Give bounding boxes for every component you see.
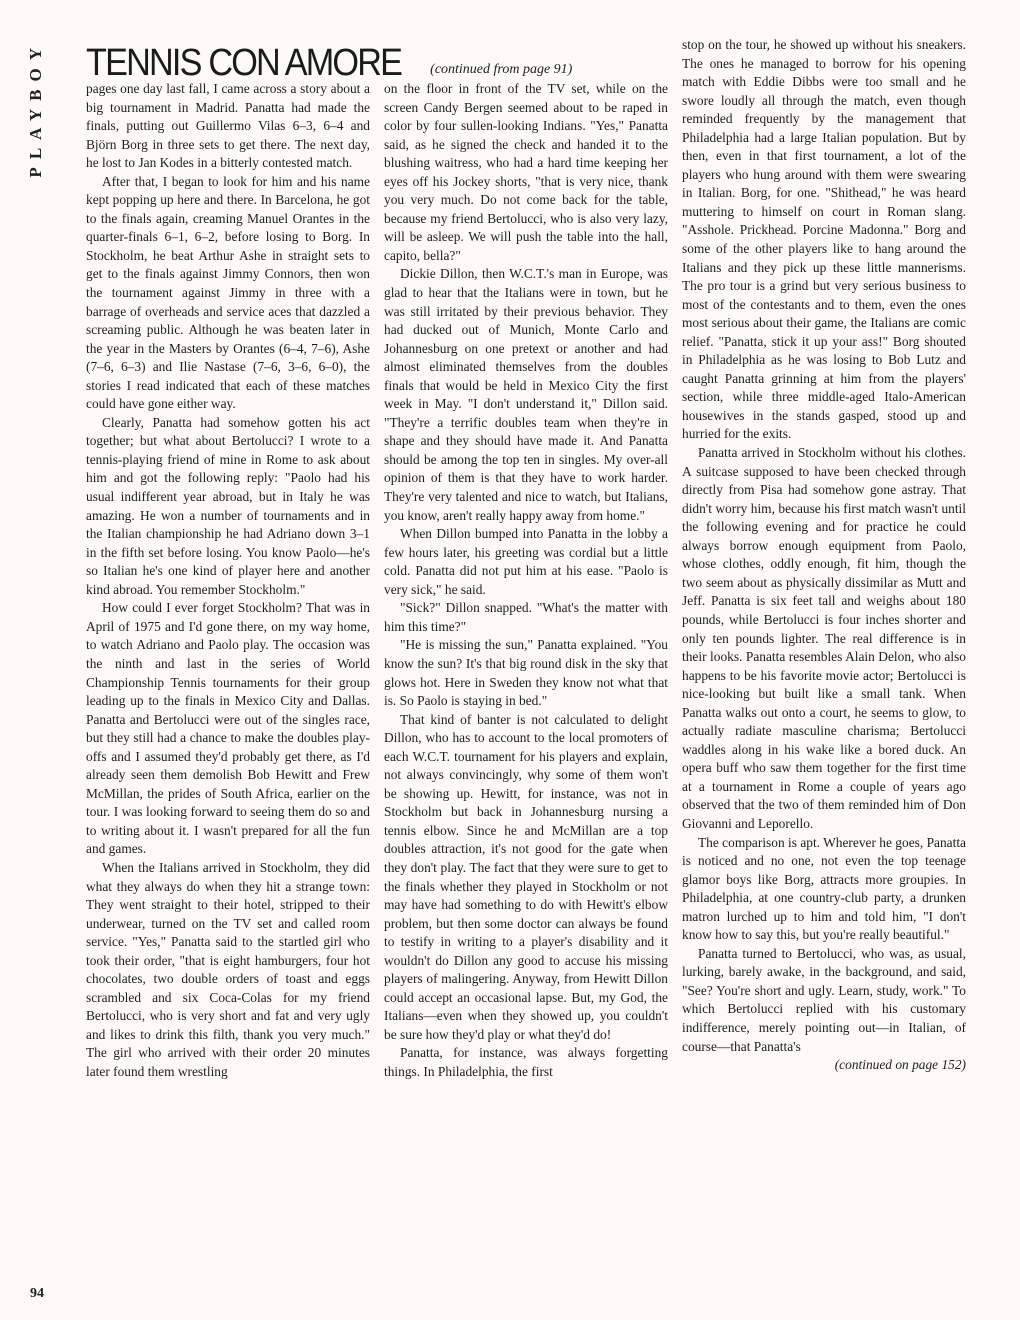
paragraph: How could I ever forget Stockholm? That was in April of 1975 and I'd gone there, on my way home, to watch Adriano and Paolo play. The occasion was the ninth and last in the series of World Championship Tennis tournaments for their group leading up to the finals in Mexico City and Dallas. Panatta and Bertolucci were out of the singles race, but they still had a chance to make the doubles play-offs and I assumed they'd probably get there, as I'd already seen them demolish Bob Hewitt and Frew McMillan, the prides of South Africa, earlier on the tour. I was looking forward to seeing them do so and to writing about it. I wasn't prepared for all the fun and games. bbox=[86, 600, 370, 857]
paragraph: When the Italians arrived in Stockholm, they did what they always do when they hit a strange town: They went straight to their hotel, stripped to their underwear, turned on the TV set and called room service. "Yes," Panatta said to the startled girl who took their order, "that is eight hamburgers, four hot chocolates, two double orders of toast and eggs scrambled and six Coca-Colas for my friend Bertolucci, who is very short and fat and very ugly and likes to drink this filth, thank you very much." The girl who arrived with their order 20 minutes later found them wrestling bbox=[86, 859, 370, 1079]
article-header bbox=[86, 38, 676, 82]
text-column-3 bbox=[682, 36, 966, 1075]
text-column-2 bbox=[384, 80, 668, 1082]
continued-on-note: (continued on page 152) bbox=[834, 1057, 966, 1073]
page-number: 94 bbox=[30, 1286, 44, 1301]
paragraph: The comparison is apt. Wherever he goes, Panatta is noticed and no one, not even the top teenage glamor boys like Borg, attracts more groupies. In Philadelphia, at one country-club party, a drunken matron lurched up to him and told him, "I don't know how to say this, but you're really beautiful." bbox=[682, 834, 966, 943]
paragraph: After that, I began to look for him and his name kept popping up here and there. In Barcelona, he got to the finals again, creaming Manuel Orantes in the quarter-finals 6–1, 6–2, before losing to Borg. In Stockholm, he beat Arthur Ashe in straight sets to get to the finals against Jimmy Connors, then won the tournament against Jimmy in three with a barrage of overheads and service aces that dazzled a screaming public. Although he was beaten later in the year in the Masters by Orantes (6–4, 7–6), Ashe (7–6, 6–3) and Ilie Nastase (7–6, 3–6, 6–0), the stories I read indicated that each of these matches could have gone either way. bbox=[86, 173, 370, 412]
paragraph: Panatta turned to Bertolucci, who was, as usual, lurking, barely awake, in the background, and said, "See? You're short and ugly. Learn, study, work." To which Bertolucci replied with his customary indifference, merely pointing out—in Italian, of course—that Panatta's bbox=[682, 945, 966, 1054]
continued-from-note: (continued from page 91) bbox=[430, 62, 573, 77]
paragraph: Panatta arrived in Stockholm without his clothes. A suitcase supposed to have been checked through directly from Pisa had somehow gone astray. That didn't worry him, because his first match wasn't until the following evening and for practice he could always borrow enough equipment from Paolo, whose clothes, oddly enough, fit him, though the two seem about as physically dissimilar as Mutt and Jeff. Panatta is six feet tall and weighs about 180 pounds, while Bertolucci is four inches shorter and only ten pounds lighter. The real difference is in their looks. Panatta resembles Alain Delon, who also happens to be his favorite movie actor; Bertolucci is nice-looking but built like a small tank. When Panatta walks out onto a court, he seems to glow, to actually radiate masculine charisma; Bertolucci waddles along in his wake like a bored duck. An opera buff who saw them together for the first time at a tournament in Rome a couple of years ago observed that the two of them reminded him of Don Giovanni and Leporello. bbox=[682, 445, 966, 831]
paragraph: When Dillon bumped into Panatta in the lobby a few hours later, his greeting was cordial but a little cold. Panatta did not put him at his ease. "Paolo is very sick," he said. bbox=[384, 526, 668, 597]
text-column-1 bbox=[86, 80, 370, 1082]
paragraph: Dickie Dillon, then W.C.T.'s man in Europe, was glad to hear that the Italians were in town, but he was still irritated by their previous behavior. They had ducked out of Munich, Monte Carlo and Johannesburg on one pretext or another and had almost eliminated themselves from the doubles finals that would be held in Mexico City the first week in May. "I don't understand it," Dillon said. "They're a terrific doubles team when they're in shape and they should have made it. And Panatta should be among the top ten in singles. My over-all opinion of them is that they have to work harder. They're very talented and nice to watch, but Italians, you know, aren't really happy away from home." bbox=[384, 266, 668, 523]
paragraph: pages one day last fall, I came across a story about a big tournament in Madrid. Panatta had made the finals, putting out Guillermo Vilas 6–3, 6–4 and Björn Borg in three sets to get there. The next day, he lost to Jan Kodes in a bitterly contested match. bbox=[86, 81, 370, 171]
paragraph: "Sick?" Dillon snapped. "What's the matter with him this time?" bbox=[384, 600, 668, 634]
paragraph: stop on the tour, he showed up without his sneakers. The ones he managed to borrow for his opening match with Eddie Dibbs were too small and he swore loudly all through the match, even though reminded frequently by the management that Philadelphia had a large Italian population. But by then, even in that first tournament, a lot of the players who hung around with them were swearing in Italian. Borg, for one. "Shithead," he was heard muttering to himself on court in Roman slang. "Asshole. Prickhead. Porcine Madonna." Borg and some of the other players like to hang around the Italians and they pick up these little mannerisms. The pro tour is a grind but very serious business to most of the contestants and to them, even the ones most serious about their game, the Italians are comic relief. "Panatta, stick it up your ass!" Borg shouted in Philadelphia as he was losing to Bob Lutz and caught Panatta grinning at him from the players' section, while three middle-aged Italo-American housewives in the stands gasped, stood up and hurried for the exits. bbox=[682, 37, 966, 442]
magazine-name-vertical: PLAYBOY bbox=[26, 40, 45, 178]
article-title: TENNIS CON AMORE bbox=[86, 42, 402, 84]
paragraph: Clearly, Panatta had somehow gotten his act together; but what about Bertolucci? I wrote to a tennis-playing friend of mine in Rome to ask about him and got the following reply: "Paolo had his usual indifferent year abroad, but in Italy he was amazing. He won a number of tournaments and in the Italian championship he had Adriano down 3–1 in the fifth set before losing. You know Paolo—he's so Italian he's one kind of player here and another kind abroad. You remember Stockholm." bbox=[86, 414, 370, 597]
paragraph: on the floor in front of the TV set, while on the screen Candy Bergen seemed about to be raped in color by four sullen-looking Indians. "Yes," Panatta said, as he signed the check and handed it to the blushing waitress, who had a hard time keeping her eyes off his Jockey shorts, "that is very nice, thank you very much. Do not come back for the table, because my friend Bertolucci, who is also very lazy, will be asleep. We will push the table into the hall, capito, bella?" bbox=[384, 81, 668, 263]
paragraph: Panatta, for instance, was always forgetting things. In Philadelphia, the first bbox=[384, 1045, 668, 1079]
paragraph: That kind of banter is not calculated to delight Dillon, who has to account to the local promoters of each W.C.T. tournament for his players and explain, not always convincingly, why some of them won't be showing up. Hewitt, for instance, was not in Stockholm but back in Johannesburg nursing a tennis elbow. Since he and McMillan are a top doubles attraction, it's not good for the gate when they don't play. The fact that they were sure to get to the finals whether they played in Stockholm or not may have had something to do with Hewitt's elbow problem, but then some doctor can always be found to testify in writing to a player's disability and it wouldn't do Dillon any good to accuse his missing players of malingering. Anyway, from Hewitt Dillon could accept an occasional lapse. But, my God, the Italians—even when they showed up, you couldn't be sure how they'd play or what they'd do! bbox=[384, 711, 668, 1042]
paragraph: "He is missing the sun," Panatta explained. "You know the sun? It's that big round disk in the sky that glows hot. Here in Sweden they know not what that is. So Paolo is staying in bed." bbox=[384, 637, 668, 709]
